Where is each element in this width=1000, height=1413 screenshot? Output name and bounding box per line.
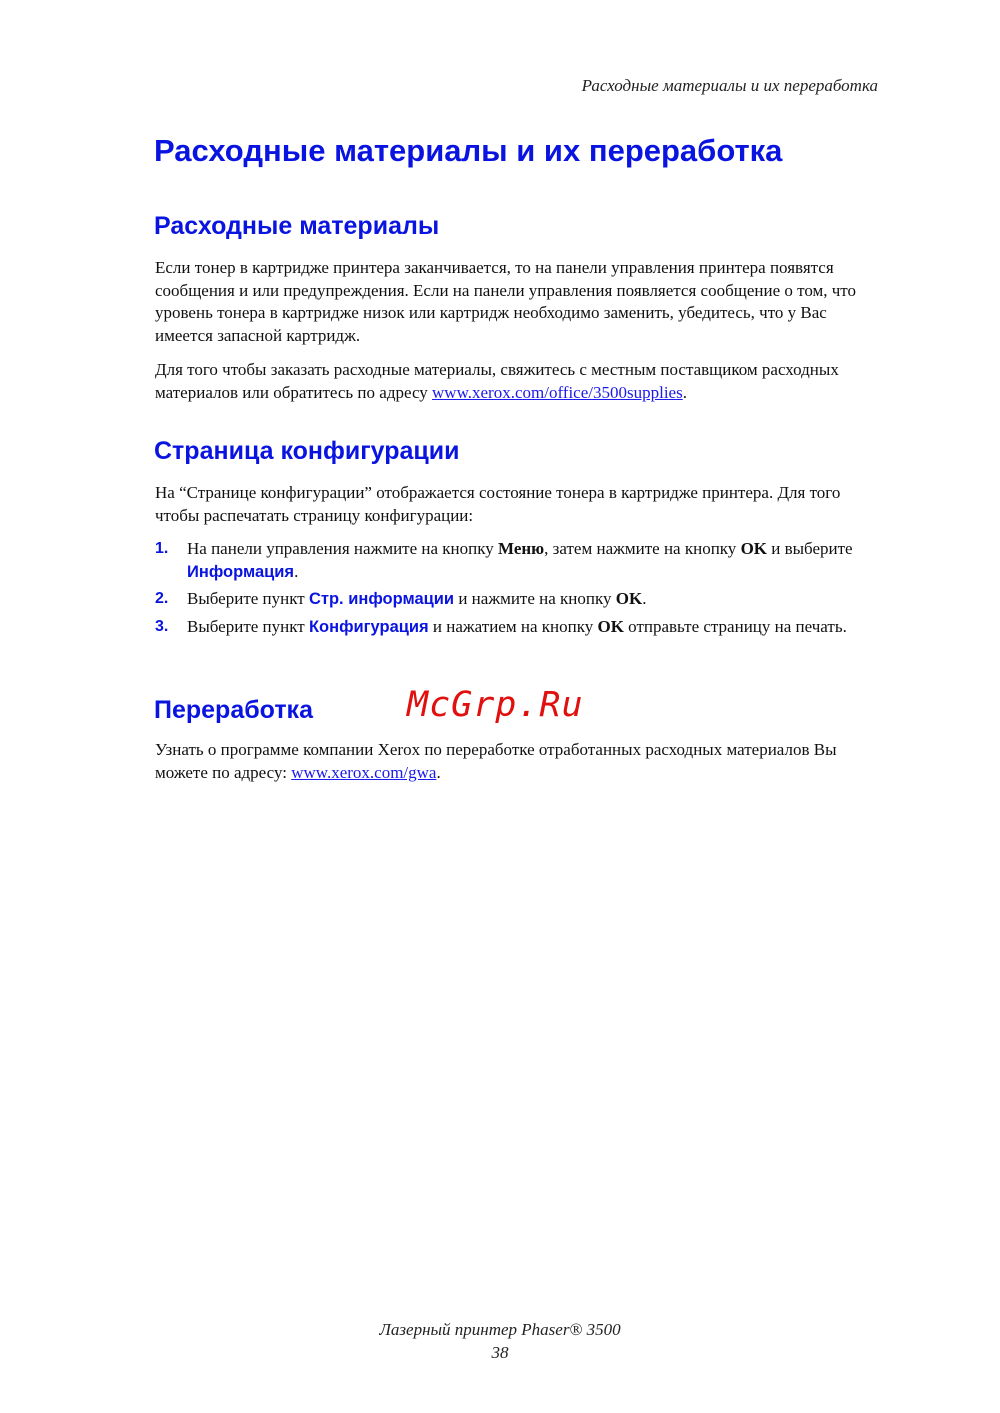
step-number: 1. (155, 540, 169, 557)
step-text: . (642, 589, 647, 608)
config-steps-list (155, 538, 875, 643)
step-text: На панели управления нажмите на кнопку (187, 539, 499, 558)
menu-term-information: Информация (187, 562, 295, 581)
button-name-ok: OK (597, 616, 624, 636)
button-name-menu: Меню (498, 539, 545, 558)
watermark-logo: McGrp.Ru (407, 685, 584, 725)
recycling-end: . (436, 762, 441, 782)
supplies-paragraph-1: Если тонер в картридже принтера заканчивается, то на панели управления принтера появятся сообщения и или предупреждения. Если на панели управления появляется сообщение о том, что уровень тонера в картридже низок или картридж необходимо заменить, убедитесь, что у Вас имеется запасной картридж. (155, 258, 857, 345)
page-title: Расходные материалы и их переработка (154, 133, 783, 168)
step-number: 3. (155, 617, 169, 635)
step-text: и нажмите на кнопку (454, 589, 616, 608)
button-name-ok: OK (740, 539, 768, 558)
section-heading-supplies: Расходные материалы (154, 212, 440, 240)
footer-page-number: 38 (491, 1343, 509, 1362)
step-text: и выберите (767, 539, 853, 558)
step-number: 2. (155, 590, 169, 607)
config-step-2 (155, 588, 875, 611)
supplies-order-text: Для того чтобы заказать расходные материалы, свяжитесь с местным поставщиком расходных материалов или обратитесь по адресу (155, 360, 839, 402)
step-text: Выберите пункт (187, 616, 309, 636)
menu-term-info-pages: Стр. информации (308, 590, 455, 608)
step-text: Выберите пункт (187, 589, 309, 608)
running-header: Расходные материалы и их переработка (581, 76, 878, 95)
button-name-ok: OK (615, 589, 643, 608)
footer-product-name: Лазерный принтер Phaser® 3500 (379, 1320, 621, 1339)
step-text: , затем нажмите на кнопку (544, 539, 741, 558)
step-text: . (294, 561, 299, 581)
section-heading-config: Страница конфигурации (154, 437, 460, 465)
config-step-3 (155, 616, 875, 639)
supplies-paragraph-2 (155, 359, 875, 404)
supplies-order-end: . (682, 382, 687, 402)
recycling-text: Узнать о программе компании Xerox по переработке отработанных расходных материалов Вы можете по адресу: (155, 740, 837, 782)
menu-term-configuration: Конфигурация (308, 617, 429, 636)
supplies-link[interactable]: www.xerox.com/office/3500supplies (432, 382, 683, 402)
recycling-paragraph (155, 739, 875, 784)
config-intro: На “Странице конфигурации” отображается состояние тонера в картридже принтера. Для того чтобы распечатать страницу конфигурации: (155, 483, 841, 525)
step-text: отправьте страницу на печать. (623, 616, 847, 636)
recycling-link[interactable]: www.xerox.com/gwa (291, 762, 437, 782)
step-text: и нажатием на кнопку (428, 616, 598, 636)
config-step-1 (155, 538, 875, 583)
section-heading-recycling: Переработка (154, 696, 313, 724)
